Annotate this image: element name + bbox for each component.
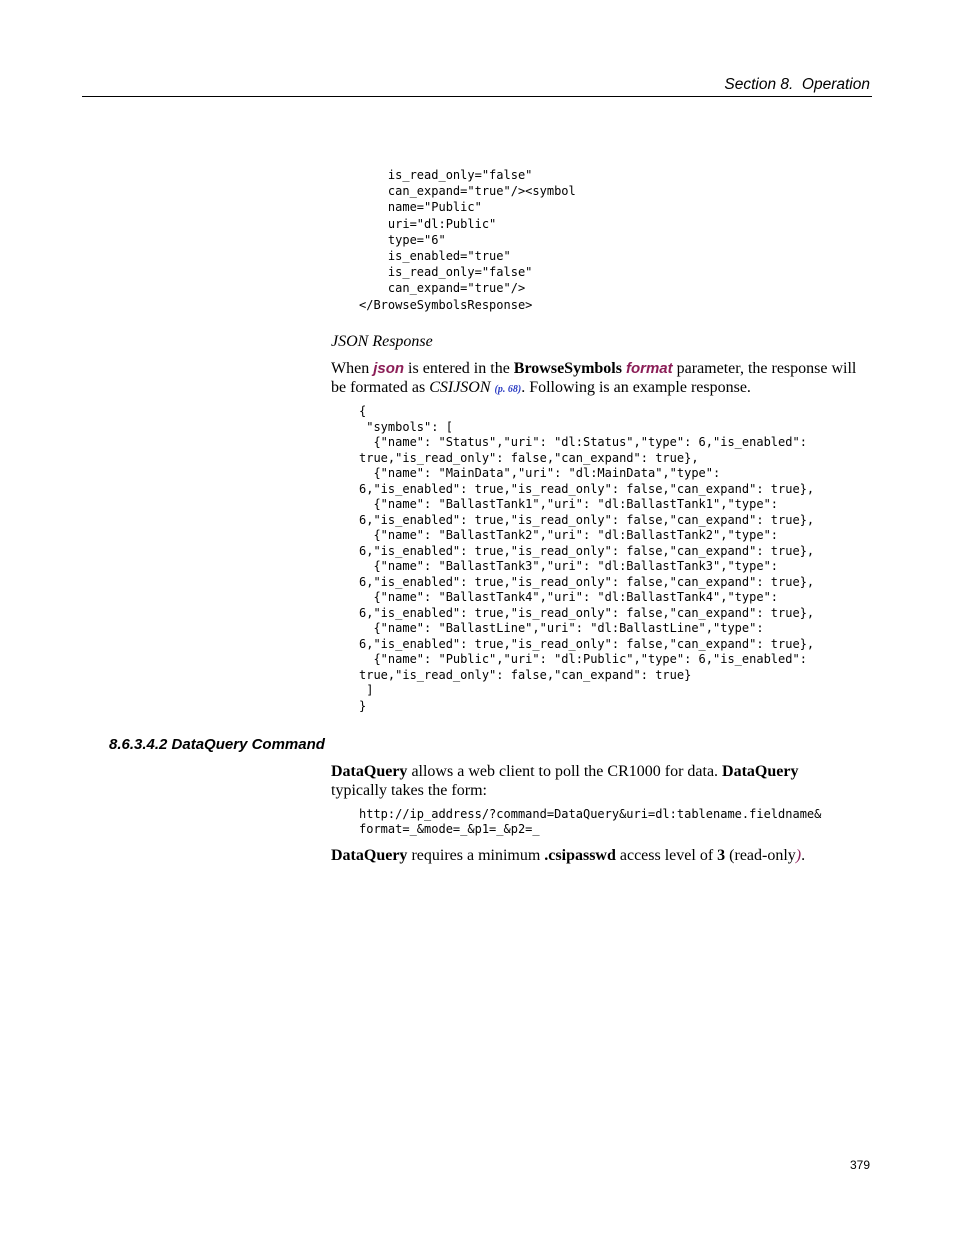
json-description-paragraph [331, 360, 856, 399]
dataquery-description-paragraph [331, 763, 798, 800]
text-run: When [331, 360, 374, 377]
access-level-paragraph [331, 847, 805, 866]
paragraph-line [331, 360, 856, 379]
paragraph-line [331, 763, 798, 782]
text-run: requires a minimum [407, 847, 545, 864]
text-run: . [801, 847, 806, 864]
dataquery-url-code: http://ip_address/?command=DataQuery&uri=dl:tablename.fieldname& format=_&mode=_&p1=_&p2=_ [359, 807, 822, 836]
text-run: access level of [615, 847, 718, 864]
text-run: . Following is an example response. [521, 378, 751, 396]
json-response-label: JSON Response [331, 333, 433, 350]
closing-paren-link[interactable]: ) [795, 847, 802, 864]
text-run: allows a web client to poll the CR1000 for data. [407, 763, 723, 780]
csijson-term: CSIJSON [429, 378, 491, 396]
page-number: 379 [849, 1158, 870, 1172]
format-keyword-link[interactable]: format [625, 360, 673, 377]
browse-symbols-keyword: BrowseSymbols [513, 360, 622, 377]
text-run: is entered in the [404, 360, 514, 377]
dataquery-keyword: DataQuery [331, 847, 408, 864]
paragraph-line [331, 379, 856, 400]
json-response-code: { "symbols": [ {"name": "Status","uri": "dl:Status","type": 6,"is_enabled": true,"is_read_only": false,"can_expand": true}, {"name": "MainData","uri": "dl:MainData","type": 6,"is_enabled": true,"is_read_only": false,"can_expand": true}, {"name": "BallastTank1","uri": "dl:BallastTank1","type": 6,"is_enabled": true,"is_read_only": false,"can_expand": true}, {"name": "BallastTank2","uri": "dl:BallastTank2","type": 6,"is_enabled": true,"is_read_only": false,"can_expand": true}, {"name": "BallastTank3","uri": "dl:BallastTank3","type": 6,"is_enabled": true,"is_read_only": false,"can_expand": true}, {"name": "BallastTank4","uri": "dl:BallastTank4","type": 6,"is_enabled": true,"is_read_only": false,"can_expand": true}, {"name": "BallastLine","uri": "dl:BallastLine","type": 6,"is_enabled": true,"is_read_only": false,"can_expand": true}, {"name": "Public","uri": "dl:Public","type": 6,"is_enabled": true,"is_read_only": false,"can_expand": true} ] } [359, 404, 815, 713]
xml-response-code: is_read_only="false" can_expand="true"/><symbol name="Public" uri="dl:Public" type="6" is_enabled="true" is_read_only="false" can_expand="true"/> </BrowseSymbolsResponse> [359, 168, 576, 312]
csipasswd-keyword: .csipasswd [544, 847, 616, 864]
text-run: be formated as [331, 378, 430, 396]
section-heading: 8.6.3.4.2 DataQuery Command [109, 736, 325, 753]
access-level-value: 3 [717, 847, 726, 864]
section-title: Section 8. Operation [724, 76, 870, 93]
paragraph-line: typically takes the form: [331, 781, 487, 799]
text-run: parameter, the response will [672, 360, 857, 377]
text-run: (read-only [725, 847, 796, 864]
page-header [82, 76, 872, 97]
dataquery-keyword: DataQuery [722, 763, 799, 780]
page-reference-link[interactable]: (p. 68) [494, 383, 522, 395]
dataquery-keyword: DataQuery [331, 763, 408, 780]
json-keyword-link[interactable]: json [373, 360, 405, 377]
